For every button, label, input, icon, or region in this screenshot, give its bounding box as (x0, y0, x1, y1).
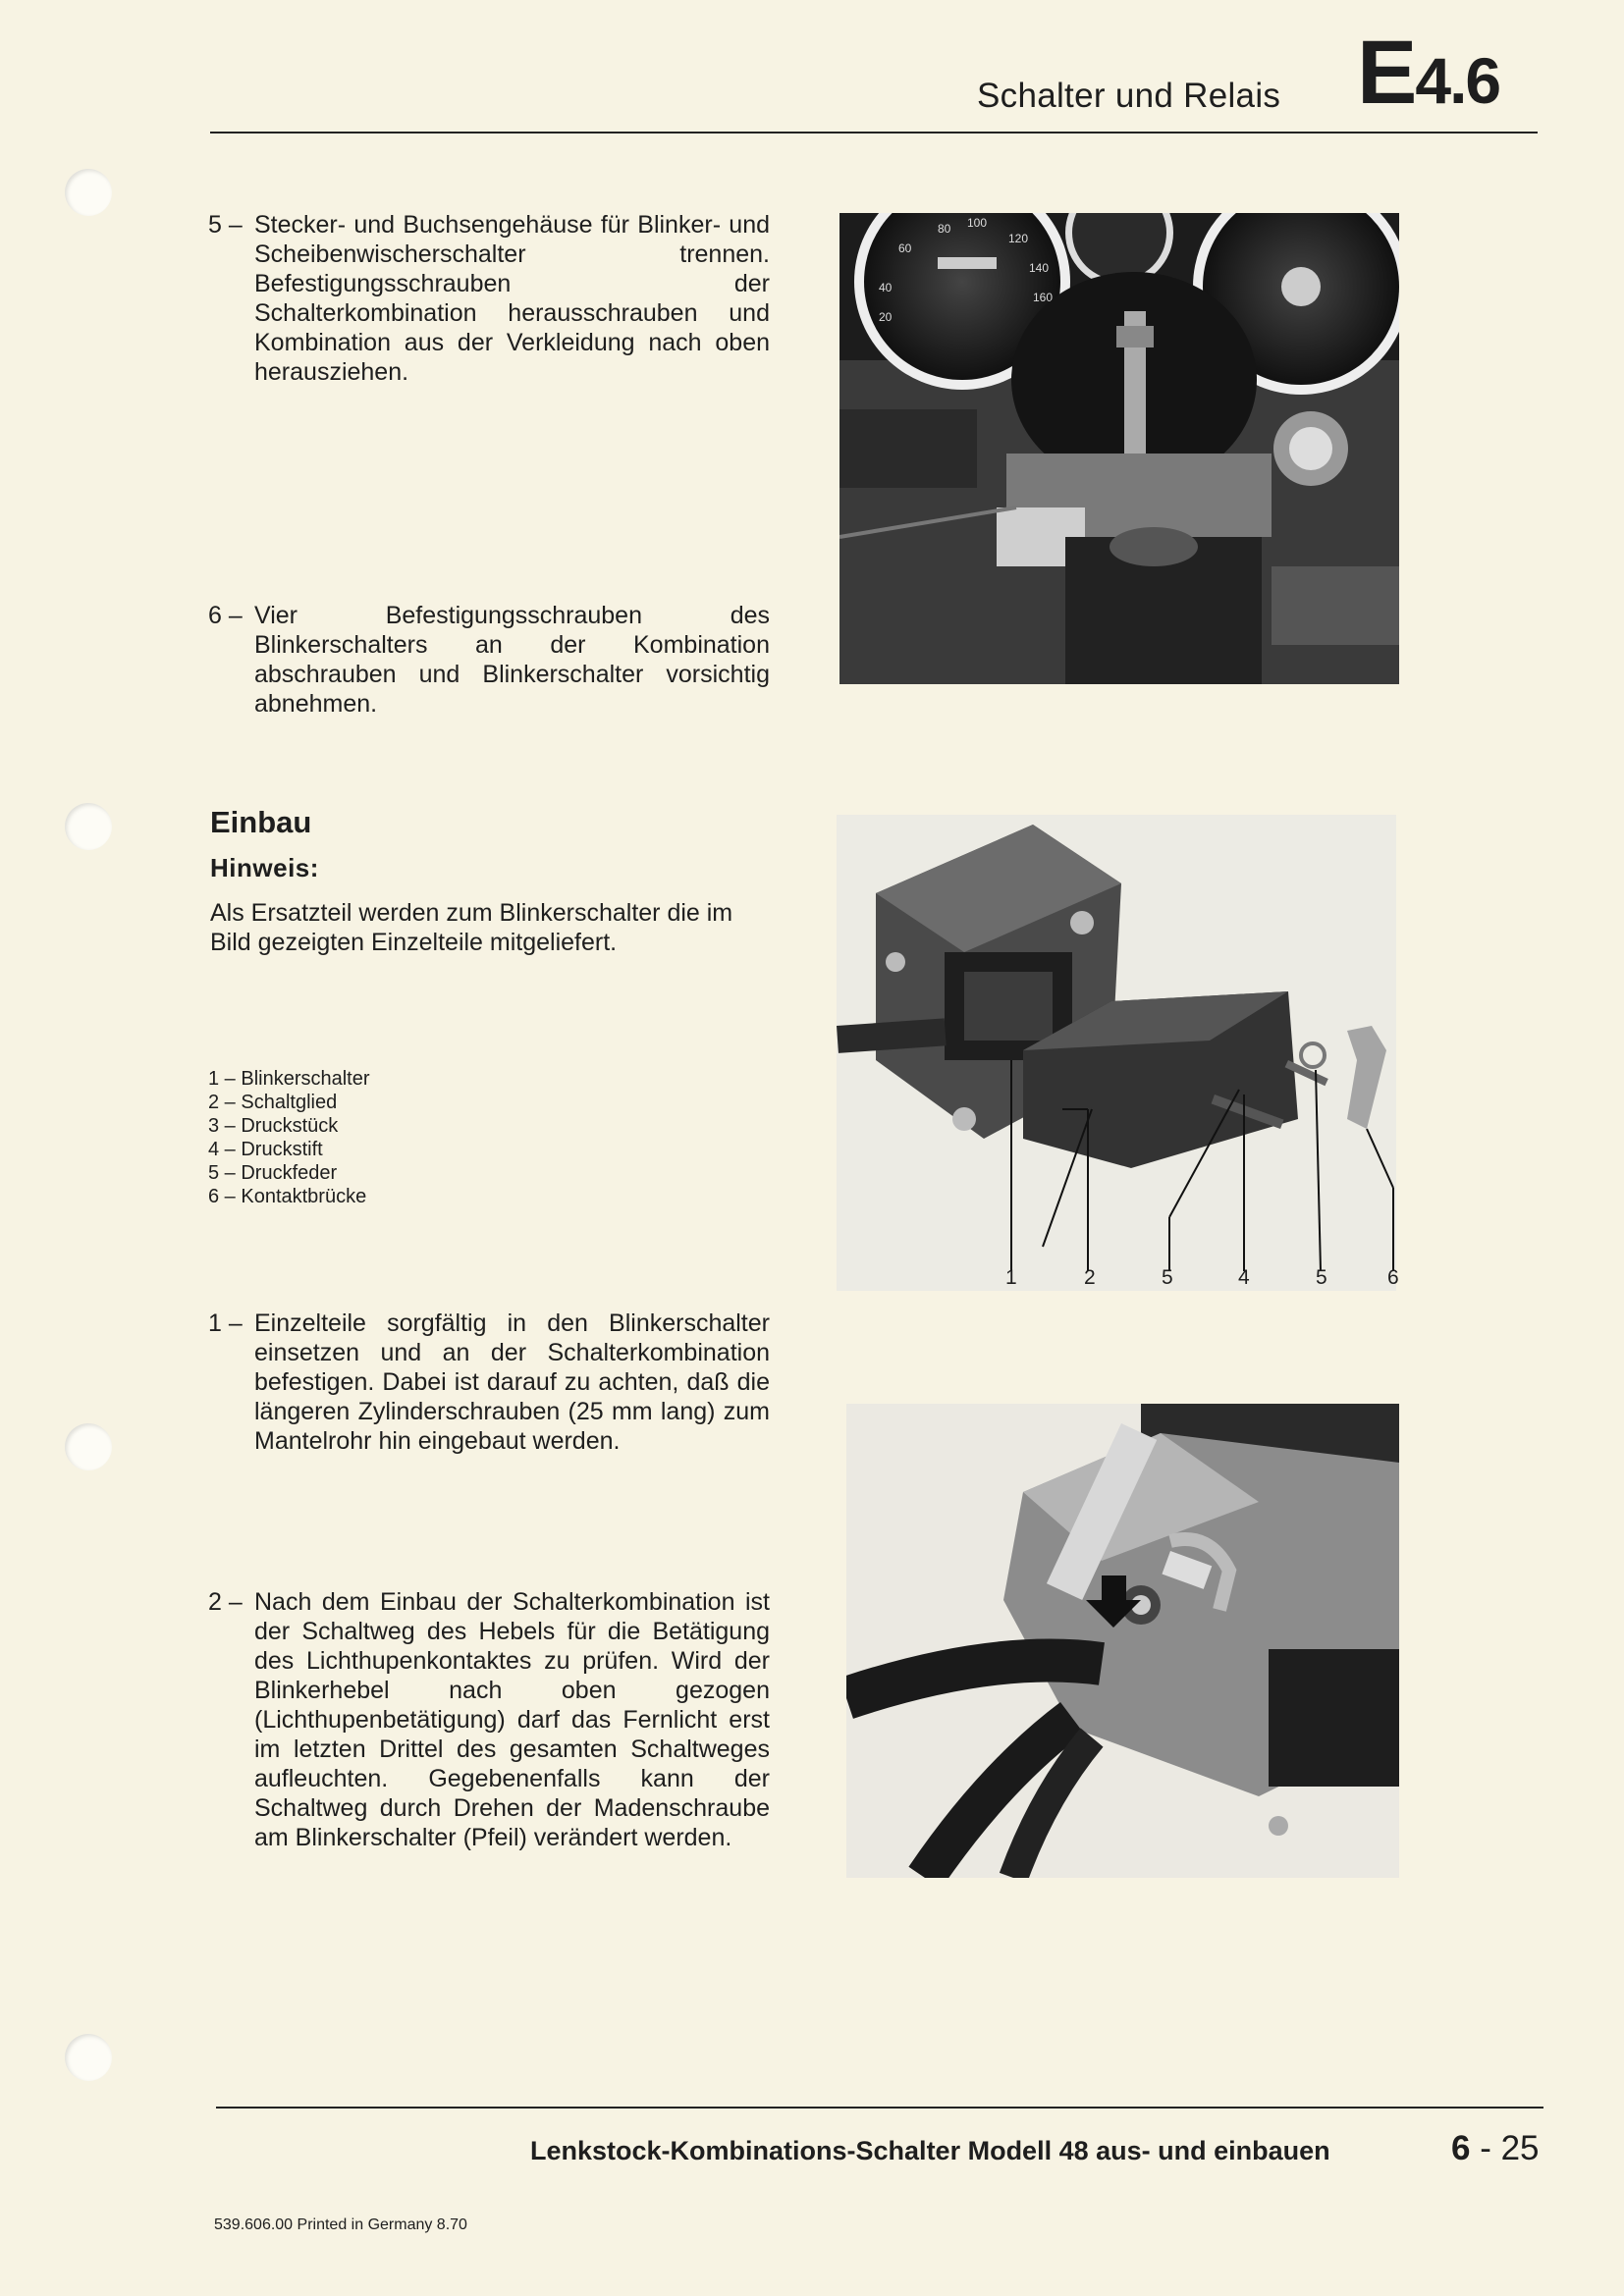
parts-list-item: 2 – Schaltglied (208, 1092, 338, 1113)
parts-list-item: 5 – Druckfeder (208, 1162, 338, 1184)
hinweis-text: Als Ersatzteil werden zum Blinkerschalter die im Bild gezeigten Einzelteile mitgeliefert. (210, 899, 733, 956)
callout-number: 2 (1084, 1266, 1096, 1289)
step-install-2 (208, 1587, 770, 1852)
pressure-spring (1301, 1043, 1325, 1067)
step-removal-6 (208, 601, 770, 719)
callout-number: 6 (1387, 1266, 1399, 1289)
print-info: 539.606.00 Printed in Germany 8.70 (214, 2216, 467, 2233)
gauge-number: 40 (879, 281, 893, 294)
punch-hole (65, 1423, 112, 1470)
parts-exploded-photo (837, 815, 1396, 1291)
gauge-number: 140 (1029, 261, 1050, 275)
footer-rule (216, 2107, 1543, 2109)
gauge-number: 100 (967, 216, 988, 230)
gauge-number: 160 (1033, 291, 1054, 304)
step-text: Nach dem Einbau der Schalterkombination ist der Schaltweg des Hebels für die Betätigung des Lichthupenkontaktes zu prüfen. Wird der Blinkerhebel nach oben gezogen (Lichthupenbetätigung) darf das Fernlicht erst im letzten Drittel des gesamten Schaltweges aufleuchten. Gegebenenfalls kann der Schaltweg durch Drehen der Madenschraube am Blinkerschalter (Pfeil) verändert werden. (254, 1588, 770, 1851)
parts-illustration (837, 815, 1396, 1291)
odometer (938, 257, 997, 269)
parts-list (208, 1067, 370, 1208)
punch-hole (65, 169, 112, 216)
step-number: 5 – (208, 211, 243, 239)
gauge-number: 120 (1008, 232, 1029, 245)
parts-list-item: 4 – Druckstift (208, 1139, 323, 1160)
parts-list-item: 3 – Druckstück (208, 1115, 339, 1137)
contact-bridge (1347, 1026, 1386, 1129)
page-separator: - (1480, 2129, 1491, 2167)
installed-switch-photo (846, 1404, 1399, 1878)
footer-title: Lenkstock-Kombinations-Schalter Modell 48 aus- und einbauen (530, 2136, 1330, 2165)
gauge-number: 60 (898, 241, 912, 255)
hinweis-label: Hinweis: (210, 853, 319, 882)
section-code (1357, 23, 1500, 123)
gauge-number: 20 (879, 310, 893, 324)
step-number: 2 – (208, 1588, 243, 1616)
header-title: Schalter und Relais (977, 77, 1281, 115)
punch-hole (65, 2034, 112, 2081)
installed-switch-illustration (846, 1404, 1399, 1878)
einbau-heading: Einbau (210, 805, 312, 839)
dashboard-photo (839, 213, 1399, 684)
page-number (1451, 2129, 1540, 2168)
header-rule (210, 132, 1538, 133)
step-install-1 (208, 1308, 770, 1456)
page-num: 25 (1500, 2129, 1540, 2167)
dashboard-illustration (839, 213, 1399, 684)
callout-number: 5 (1162, 1266, 1173, 1289)
section-number: 4.6 (1415, 44, 1500, 117)
gauge-number: 80 (938, 222, 951, 236)
parts-list-item: 1 – Blinkerschalter (208, 1068, 370, 1090)
step-text: Vier Befestigungsschrauben des Blinkerschalters an der Kombination abschrauben und Blinkerschalter vorsichtig abnehmen. (254, 602, 770, 718)
callout-number: 5 (1316, 1266, 1327, 1289)
page-section: 6 (1451, 2129, 1471, 2167)
section-letter: E (1357, 23, 1416, 123)
callout-number: 4 (1238, 1266, 1250, 1289)
step-removal-5 (208, 210, 770, 387)
punch-hole (65, 803, 112, 850)
parts-list-item: 6 – Kontaktbrücke (208, 1186, 367, 1207)
step-number: 1 – (208, 1309, 243, 1337)
step-text: Stecker- und Buchsengehäuse für Blinker- und Scheibenwischerschalter trennen. Befestigungsschrauben der Schalterkombination herausschrauben und Kombination aus der Verkleidung nach oben herausziehen. (254, 211, 770, 386)
callout-number: 1 (1005, 1266, 1017, 1289)
step-text: Einzelteile sorgfältig in den Blinkerschalter einsetzen und an der Schalterkombination befestigen. Dabei ist darauf zu achten, daß die längeren Zylinderschrauben (25 mm lang) zum Mantelrohr hin eingebaut werden. (254, 1309, 770, 1455)
step-number: 6 – (208, 602, 243, 629)
